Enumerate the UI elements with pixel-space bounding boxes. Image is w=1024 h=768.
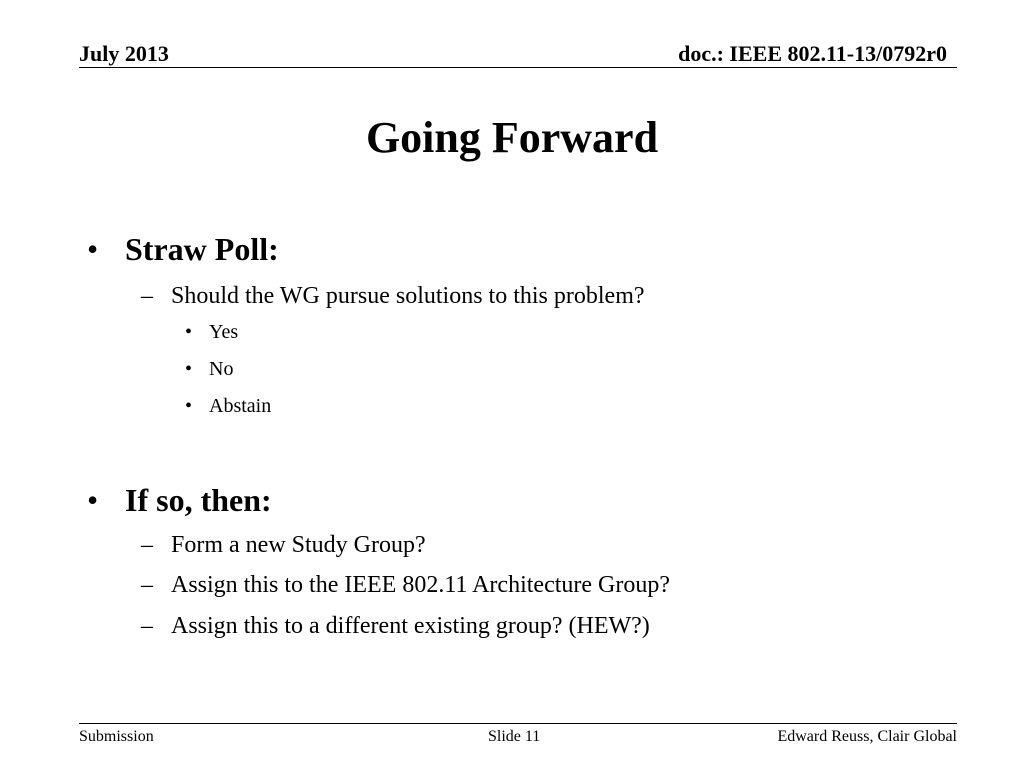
bullet-heading: If so, then:: [125, 482, 272, 518]
bullet-if-so-then: [87, 481, 272, 519]
bullet-marker: •: [87, 482, 99, 518]
footer-submission: Submission: [79, 728, 154, 745]
footer-slide-number: Slide 11: [488, 728, 541, 745]
header-divider: [79, 67, 957, 68]
bullet-marker: •: [87, 231, 99, 267]
subitem-text: Assign this to the IEEE 802.11 Architecture Group?: [171, 572, 671, 598]
dash-marker: –: [141, 283, 153, 309]
bullet-heading: Straw Poll:: [125, 231, 279, 267]
dash-marker: –: [141, 572, 153, 598]
subitem-text: Form a new Study Group?: [171, 532, 426, 558]
option-text: Yes: [209, 321, 239, 343]
subitem-text: Should the WG pursue solutions to this problem?: [171, 283, 645, 309]
dash-marker: –: [141, 613, 153, 639]
footer-divider: [79, 723, 957, 724]
option-abstain: [185, 393, 272, 419]
bullet-marker: •: [185, 358, 193, 380]
subitem-different-group: [141, 611, 650, 641]
bullet-straw-poll: [87, 230, 279, 268]
header-doc-id: doc.: IEEE 802.11-13/0792r0: [678, 41, 947, 66]
option-yes: [185, 319, 239, 345]
header-date: July 2013: [79, 41, 169, 66]
subitem-architecture-group: [141, 570, 671, 600]
subitem-study-group: [141, 530, 426, 560]
subitem-text: Assign this to a different existing group? (HEW?): [171, 613, 650, 639]
bullet-marker: •: [185, 395, 193, 417]
dash-marker: –: [141, 532, 153, 558]
option-text: No: [209, 358, 234, 380]
option-no: [185, 356, 234, 382]
footer-author: Edward Reuss, Clair Global: [777, 728, 957, 745]
bullet-marker: •: [185, 321, 193, 343]
option-text: Abstain: [209, 395, 272, 417]
slide-title: Going Forward: [365, 113, 659, 162]
subitem-wg-question: [141, 281, 645, 311]
